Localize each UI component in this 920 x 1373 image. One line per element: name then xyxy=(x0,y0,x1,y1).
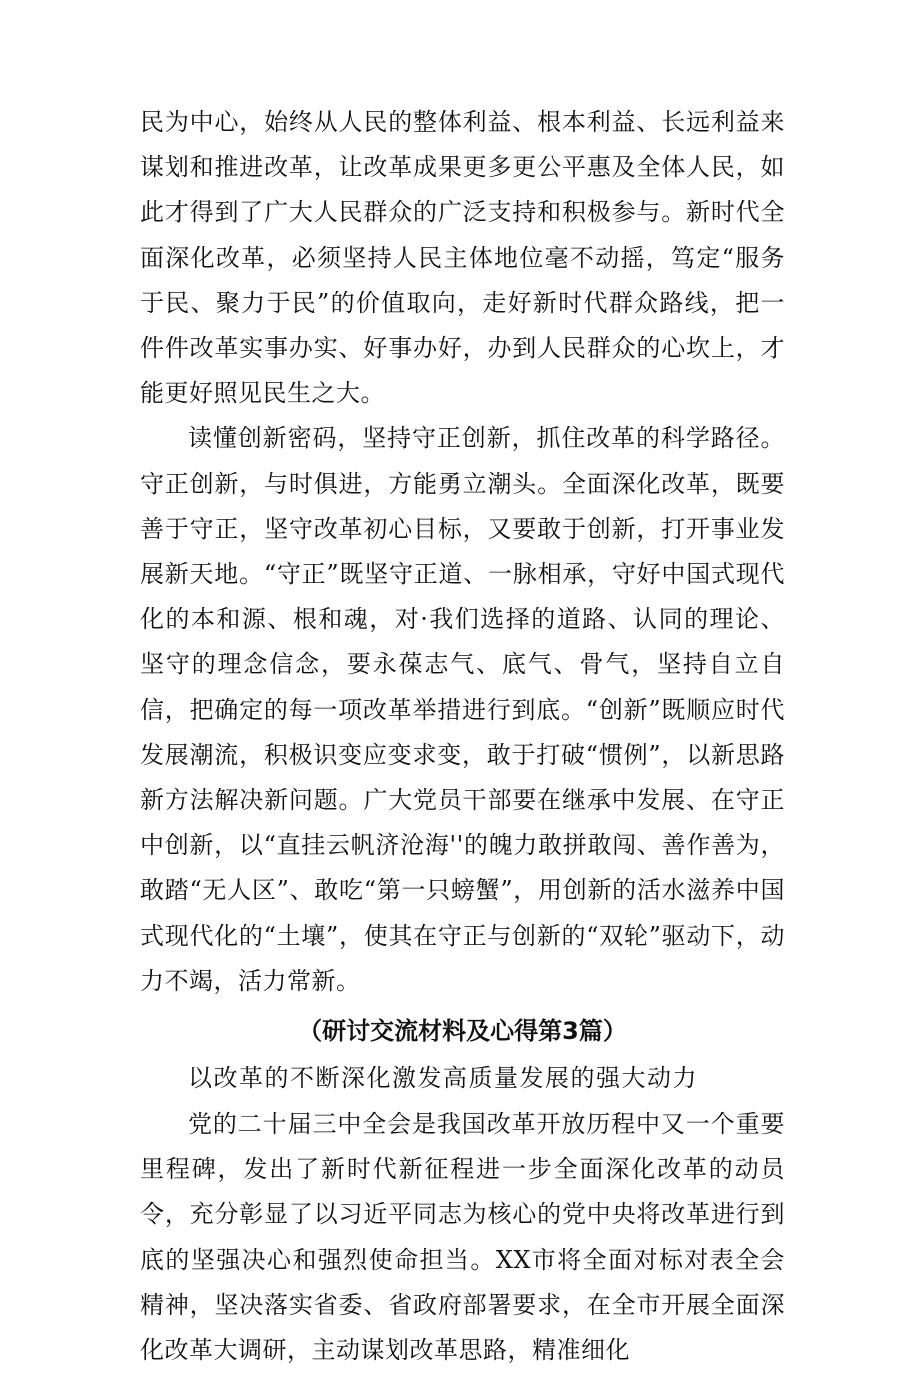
paragraph-1: 民为中心，始终从人民的整体利益、根本利益、长远利益来谋划和推进改革，让改革成果更多更公平惠及全体人民，如此才得到了广大人民群众的广泛支持和积极参与。新时代全面深化改革，必须坚持人民主体地位毫不动摇，笃定“服务于民、聚力于民”的价值取向，走好新时代群众路线，把一件件改革实事办实、好事办好，办到人民群众的心坎上，才能更好照见民生之大。 xyxy=(140,108,785,408)
section-heading: （研讨交流材料及心得第3篇） xyxy=(298,1017,627,1046)
paragraph-2: 读懂创新密码，坚持守正创新，抓住改革的科学路径。守正创新，与时俱进，方能勇立潮头。全面深化改革，既要善于守正，坚守改革初心目标，又要敢于创新，打开事业发展新天地。“守正”既坚守正道、一脉相承，守好中国式现代化的本和源、根和魂，对·我们选择的道路、认同的理论、坚守的理念信念，要永葆志气、底气、骨气，坚持自立自信，把确定的每一项改革举措进行到底。“创新”既顺应时代发展潮流，积极识变应变求变，敢于打破“惯例”，以新思路新方法解决新问题。广大党员干部要在继承中发展、在守正中创新，以“直挂云帆济沧海''的魄力敢拼敢闯、善作善为，敢踏“无人区”、敢吃“第一只螃蟹”，用创新的活水滋养中国式现代化的“土壤”，使其在守正与创新的“双轮”驱动下，动力不竭，活力常新。 xyxy=(140,424,785,995)
paragraph-3: 党的二十届三中全会是我国改革开放历程中又一个重要里程碑，发出了新时代新征程进一步全面深化改革的动员令，充分彰显了以习近平同志为核心的党中央将改革进行到底的坚强决心和强烈使命担当。XX市将全面对标对表全会精神，坚决落实省委、省政府部署要求，在全市开展全面深化改革大调研，主动谋划改革思路，精准细化 xyxy=(140,1110,785,1365)
article-subtitle: 以改革的不断深化激发高质量发展的强大动力 xyxy=(188,1064,698,1093)
document-page xyxy=(140,100,785,1373)
